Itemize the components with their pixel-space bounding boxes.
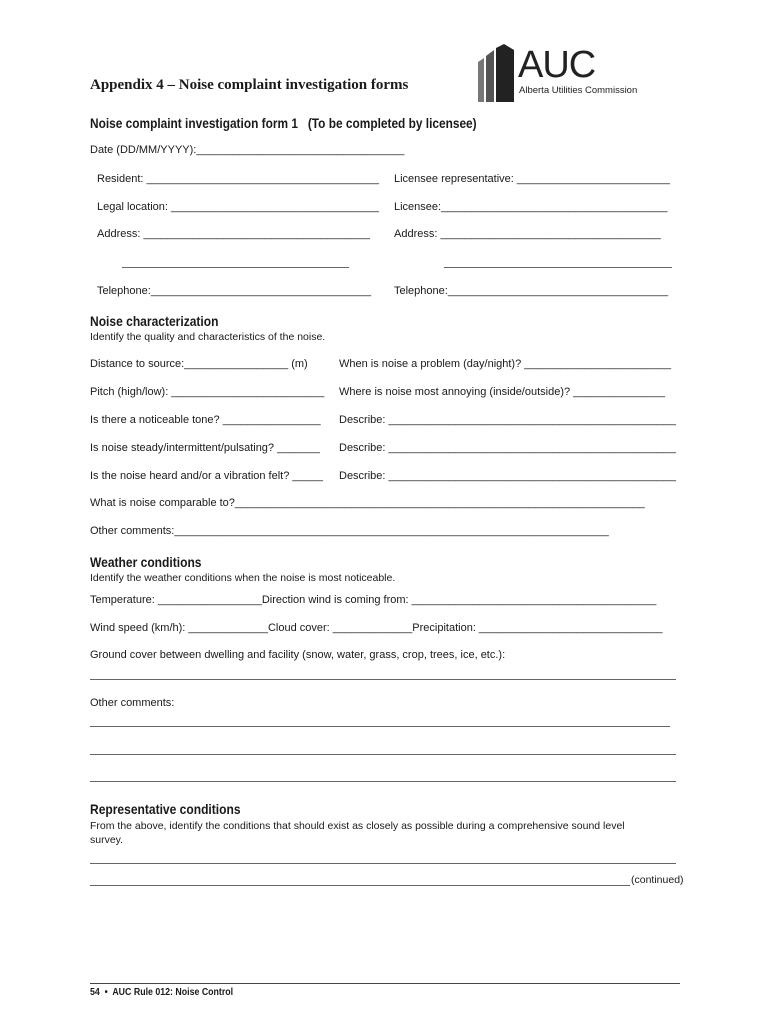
licensee-field[interactable]: Licensee:_____________________________________ [394, 201, 668, 213]
licensee-address-field[interactable]: Address: ____________________________________ [394, 228, 661, 240]
logo-text: AUC [518, 44, 596, 86]
representative-line-1[interactable] [90, 863, 676, 864]
noise-other-comments-field[interactable]: Other comments:_______________________________________________________________________ [90, 525, 609, 537]
weather-comments-line-2[interactable] [90, 754, 676, 755]
weather-other-comments-label: Other comments: [90, 697, 175, 709]
weather-conditions-intro: Identify the weather conditions when the noise is most noticeable. [90, 572, 396, 584]
weather-conditions-heading: Weather conditions [90, 554, 202, 570]
footer-divider [90, 983, 680, 984]
page-footer: 54 • AUC Rule 012: Noise Control [90, 987, 234, 998]
representative-intro-line-1: From the above, identify the conditions that should exist as closely as possible during a comprehensive sound level [90, 820, 625, 832]
auc-logo-mark-icon [470, 44, 516, 102]
resident-telephone-field[interactable]: Telephone:____________________________________ [97, 285, 372, 297]
representative-intro-line-2: survey. [90, 834, 124, 846]
noise-characterization-heading: Noise characterization [90, 313, 219, 329]
resident-address-line-2[interactable] [122, 267, 349, 268]
steady-intermittent-field[interactable]: Is noise steady/intermittent/pulsating? _______ [90, 442, 320, 454]
noticeable-tone-field[interactable]: Is there a noticeable tone? ________________ [90, 414, 321, 426]
noise-comparable-field[interactable]: What is noise comparable to?___________________________________________________________________ [90, 497, 645, 509]
page-title: Appendix 4 – Noise complaint investigation forms [90, 77, 409, 93]
resident-field[interactable]: Resident: ______________________________________ [97, 173, 379, 185]
weather-comments-line-3[interactable] [90, 781, 676, 782]
weather-comments-line-1[interactable] [90, 726, 670, 727]
heard-or-vibration-field[interactable]: Is the noise heard and/or a vibration felt? _____ [90, 470, 323, 482]
ground-cover-line[interactable] [90, 679, 676, 680]
representative-conditions-heading: Representative conditions [90, 801, 241, 817]
licensee-address-line-2[interactable] [444, 267, 672, 268]
noise-characterization-intro: Identify the quality and characteristics of the noise. [90, 331, 326, 343]
representative-line-2[interactable] [90, 885, 630, 886]
continued-note: (continued) [631, 874, 684, 886]
resident-address-field[interactable]: Address: _____________________________________ [97, 228, 370, 240]
vibration-describe-field[interactable]: Describe: _______________________________________________ [339, 470, 677, 482]
ground-cover-label: Ground cover between dwelling and facility (snow, water, grass, crop, trees, ice, etc.): [90, 649, 506, 661]
licensee-telephone-field[interactable]: Telephone:____________________________________ [394, 285, 669, 297]
steady-describe-field[interactable]: Describe: _______________________________________________ [339, 442, 677, 454]
licensee-representative-field[interactable]: Licensee representative: _________________________ [394, 173, 670, 185]
auc-logo [470, 44, 650, 102]
when-noise-problem-field[interactable]: When is noise a problem (day/night)? ________________________ [339, 358, 672, 370]
legal-location-field[interactable]: Legal location: __________________________________ [97, 201, 379, 213]
tone-describe-field[interactable]: Describe: _______________________________________________ [339, 414, 677, 426]
form-title: Noise complaint investigation form 1 (To be completed by licensee) [90, 116, 477, 131]
logo-subtitle: Alberta Utilities Commission [519, 85, 638, 96]
distance-to-source-field[interactable]: Distance to source:_________________ (m) [90, 358, 308, 370]
pitch-field[interactable]: Pitch (high/low): _________________________ [90, 386, 325, 398]
date-field[interactable]: Date (DD/MM/YYYY):__________________________________ [90, 144, 405, 156]
temperature-wind-direction-field[interactable]: Temperature: _________________Direction wind is coming from: ________________________________________ [90, 594, 657, 606]
where-noise-annoying-field[interactable]: Where is noise most annoying (inside/outside)? _______________ [339, 386, 665, 398]
wind-speed-cloud-precipitation-field[interactable]: Wind speed (km/h): _____________Cloud cover: _____________Precipitation: ______________________________ [90, 622, 663, 634]
